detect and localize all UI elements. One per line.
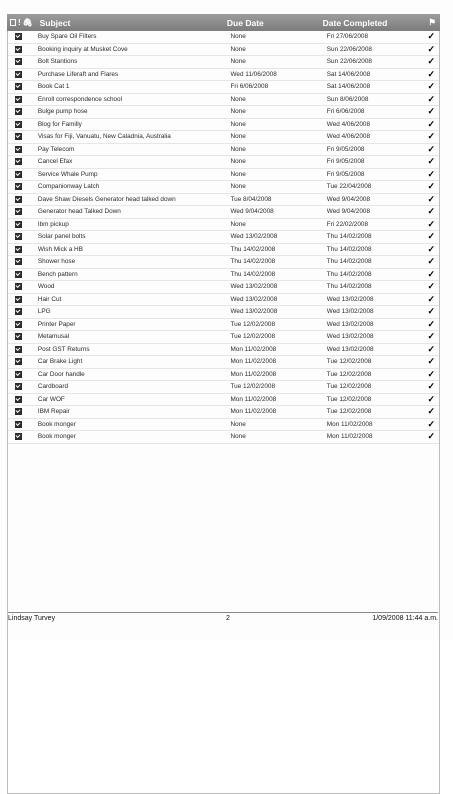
task-icon	[15, 221, 22, 228]
task-icon	[15, 58, 22, 65]
task-subject: Booking inquiry at Musket Cove	[37, 45, 128, 53]
table-row	[8, 319, 439, 332]
table-row	[8, 356, 439, 369]
task-date-completed: Sat 14/06/2008	[326, 83, 371, 91]
completed-check-icon: ✓	[427, 143, 436, 154]
completed-check-icon: ✓	[427, 31, 436, 42]
task-date-completed: Fri 27/06/2008	[326, 33, 369, 41]
task-icon	[15, 133, 22, 140]
table-row	[8, 131, 439, 144]
task-date-completed: Wed 13/02/2008	[326, 333, 374, 341]
completed-check-icon: ✓	[427, 431, 436, 442]
column-header-date-completed: Date Completed	[322, 17, 388, 28]
task-date-completed: Thu 14/02/2008	[326, 283, 372, 291]
task-due-date: Fri 6/06/2008	[230, 83, 269, 91]
table-row	[8, 231, 439, 244]
task-due-date: None	[230, 45, 246, 53]
task-icon	[15, 96, 22, 103]
task-subject: Generator head Talked Down	[37, 208, 121, 216]
completed-check-icon: ✓	[427, 243, 436, 254]
task-due-date: None	[230, 95, 246, 103]
completed-check-icon: ✓	[427, 256, 436, 267]
task-due-date: None	[230, 220, 246, 228]
table-row	[8, 206, 439, 219]
task-type-icon-cell	[8, 221, 30, 228]
task-date-completed: Wed 9/04/2008	[326, 208, 371, 216]
task-subject: Cardboard	[37, 383, 69, 391]
task-icon	[15, 108, 22, 115]
table-row	[8, 281, 439, 294]
task-type-icon-cell	[8, 396, 30, 403]
task-date-completed: Thu 14/02/2008	[326, 270, 372, 278]
task-icon	[15, 246, 22, 253]
task-due-date: Tue 12/02/2008	[230, 320, 276, 328]
task-icon	[15, 408, 22, 415]
task-icon	[15, 358, 22, 365]
task-due-date: Mon 11/02/2008	[230, 395, 277, 403]
table-row	[8, 219, 439, 232]
completed-check-icon: ✓	[427, 68, 436, 79]
task-icon	[15, 71, 22, 78]
task-due-date: None	[230, 108, 246, 116]
table-row	[8, 156, 439, 169]
task-icon	[15, 383, 22, 390]
completed-check-icon: ✓	[427, 306, 436, 317]
task-subject: Pay Telecom	[37, 145, 75, 153]
task-due-date: Tue 12/02/2008	[230, 383, 276, 391]
table-row	[8, 381, 439, 394]
task-subject: Dave Shaw Diesels Generator head talked down	[37, 195, 176, 203]
table-row	[8, 419, 439, 432]
item-type-icon	[10, 19, 16, 26]
table-row	[8, 331, 439, 344]
table-row	[8, 344, 439, 357]
task-date-completed: Fri 6/06/2008	[326, 108, 365, 116]
table-row	[8, 431, 439, 444]
task-icon	[15, 83, 22, 90]
task-type-icon-cell	[8, 258, 30, 265]
task-date-completed: Tue 22/04/2008	[326, 183, 372, 191]
task-icon	[15, 433, 22, 440]
task-date-completed: Sun 22/06/2008	[326, 45, 372, 53]
task-type-icon-cell	[8, 83, 30, 90]
task-date-completed: Sat 14/06/2008	[326, 70, 371, 78]
task-date-completed: Fri 9/05/2008	[326, 170, 365, 178]
task-type-icon-cell	[8, 421, 30, 428]
task-icon	[15, 46, 22, 53]
table-row	[8, 44, 439, 57]
task-icon	[15, 283, 22, 290]
completed-check-icon: ✓	[427, 368, 436, 379]
task-rows	[7, 31, 440, 444]
table-row	[8, 144, 439, 157]
completed-check-icon: ✓	[427, 218, 436, 229]
task-due-date: Mon 11/02/2008	[230, 370, 277, 378]
task-date-completed: Sun 8/06/2008	[326, 95, 369, 103]
task-type-icon-cell	[8, 346, 30, 353]
task-date-completed: Wed 4/06/2008	[326, 120, 371, 128]
completed-check-icon: ✓	[427, 231, 436, 242]
table-row	[8, 256, 439, 269]
completed-check-icon: ✓	[427, 56, 436, 67]
completed-check-icon: ✓	[427, 331, 436, 342]
task-subject: Enroll correspondence school	[37, 95, 123, 103]
task-due-date: Thu 14/02/2008	[230, 258, 276, 266]
task-date-completed: Thu 14/02/2008	[326, 233, 372, 241]
task-subject: Hair Cut	[37, 295, 62, 303]
task-type-icon-cell	[8, 158, 30, 165]
task-date-completed: Tue 12/02/2008	[326, 383, 372, 391]
task-icon	[15, 183, 22, 190]
task-icon	[15, 208, 22, 215]
completed-check-icon: ✓	[427, 281, 436, 292]
completed-check-icon: ✓	[427, 268, 436, 279]
task-type-icon-cell	[8, 433, 30, 440]
task-icon	[15, 308, 22, 315]
task-icon	[15, 371, 22, 378]
task-date-completed: Thu 14/02/2008	[326, 245, 372, 253]
completed-check-icon: ✓	[427, 106, 436, 117]
task-due-date: Mon 11/02/2008	[230, 408, 277, 416]
task-type-icon-cell	[8, 308, 30, 315]
task-type-icon-cell	[8, 321, 30, 328]
task-icon	[15, 158, 22, 165]
completed-check-icon: ✓	[427, 406, 436, 417]
task-icon	[15, 271, 22, 278]
task-subject: Visas for Fiji, Vanuatu, New Caladnia, Australia	[37, 133, 171, 141]
task-date-completed: Tue 12/02/2008	[326, 358, 372, 366]
table-row	[8, 269, 439, 282]
task-subject: Car WOF	[37, 395, 65, 403]
table-row	[8, 294, 439, 307]
task-due-date: Mon 11/02/2008	[230, 358, 277, 366]
task-type-icon-cell	[8, 133, 30, 140]
task-subject: Solar panel bolts	[37, 233, 86, 241]
completed-check-icon: ✓	[427, 418, 436, 429]
column-header-due-date: Due Date	[226, 17, 264, 28]
header-icon-group	[7, 19, 40, 27]
task-subject: Bench pattern	[37, 270, 78, 278]
task-icon	[15, 346, 22, 353]
task-date-completed: Fri 9/05/2008	[326, 158, 365, 166]
task-icon	[15, 258, 22, 265]
completed-check-icon: ✓	[427, 118, 436, 129]
task-date-completed: Mon 11/02/2008	[326, 420, 373, 428]
task-due-date: Wed 13/02/2008	[230, 308, 278, 316]
completed-check-icon: ✓	[427, 93, 436, 104]
task-subject: Wish Mick a HB	[37, 245, 83, 253]
task-icon	[15, 321, 22, 328]
completed-check-icon: ✓	[427, 381, 436, 392]
task-subject: Book Cat 1	[37, 83, 70, 91]
task-date-completed: Thu 14/02/2008	[326, 258, 372, 266]
task-type-icon-cell	[8, 208, 30, 215]
task-type-icon-cell	[8, 246, 30, 253]
task-subject: Cancel Efax	[37, 158, 73, 166]
task-due-date: Wed 9/04/2008	[230, 208, 274, 216]
task-icon	[15, 196, 22, 203]
completed-check-icon: ✓	[427, 156, 436, 167]
completed-check-icon: ✓	[427, 318, 436, 329]
task-type-icon-cell	[8, 333, 30, 340]
task-subject: Book monger	[37, 420, 76, 428]
completed-check-icon: ✓	[427, 181, 436, 192]
task-due-date: Tue 12/02/2008	[230, 333, 276, 341]
task-type-icon-cell	[8, 383, 30, 390]
task-due-date: Thu 14/02/2008	[230, 245, 276, 253]
task-date-completed: Fri 22/02/2008	[326, 220, 369, 228]
page-footer	[8, 612, 438, 622]
task-due-date: None	[230, 133, 246, 141]
task-icon	[15, 396, 22, 403]
task-subject: Printer Paper	[37, 320, 76, 328]
task-date-completed: Wed 13/02/2008	[326, 345, 374, 353]
task-icon	[15, 33, 22, 40]
task-subject: Bolt Stantions	[37, 58, 78, 66]
task-due-date: None	[230, 183, 246, 191]
task-icon	[15, 421, 22, 428]
completed-check-icon: ✓	[427, 293, 436, 304]
task-due-date: None	[230, 33, 246, 41]
table-row	[8, 106, 439, 119]
task-type-icon-cell	[8, 58, 30, 65]
table-row	[8, 81, 439, 94]
task-due-date: Wed 13/02/2008	[230, 233, 278, 241]
task-type-icon-cell	[8, 371, 30, 378]
table-row	[8, 306, 439, 319]
task-type-icon-cell	[8, 183, 30, 190]
task-subject: IBM Repair	[37, 408, 70, 416]
task-subject: Companionway Latch	[37, 183, 100, 191]
task-subject: Purchase Liferaft and Flares	[37, 70, 119, 78]
task-subject: Book monger	[37, 433, 76, 441]
task-due-date: None	[230, 158, 246, 166]
task-due-date: None	[230, 170, 246, 178]
task-due-date: Wed 11/06/2008	[230, 70, 277, 78]
task-subject: Car Brake Light	[37, 358, 83, 366]
completed-check-icon: ✓	[427, 356, 436, 367]
completed-check-icon: ✓	[427, 206, 436, 217]
footer-print-date: 1/09/2008 11:44 a.m.	[372, 615, 438, 622]
completed-check-icon: ✓	[427, 81, 436, 92]
task-icon	[15, 233, 22, 240]
table-header	[7, 14, 440, 31]
table-row	[8, 369, 439, 382]
table-row	[8, 31, 439, 44]
completed-check-icon: ✓	[427, 131, 436, 142]
task-date-completed: Tue 12/02/2008	[326, 408, 372, 416]
task-subject: Metamusal	[37, 333, 70, 341]
task-date-completed: Sun 22/06/2008	[326, 58, 372, 66]
task-type-icon-cell	[8, 171, 30, 178]
table-row	[8, 181, 439, 194]
table-row	[8, 406, 439, 419]
task-type-icon-cell	[8, 46, 30, 53]
task-icon	[15, 296, 22, 303]
importance-icon: !	[18, 17, 21, 27]
task-type-icon-cell	[8, 108, 30, 115]
task-type-icon-cell	[8, 358, 30, 365]
task-type-icon-cell	[8, 146, 30, 153]
task-type-icon-cell	[8, 96, 30, 103]
task-due-date: None	[230, 145, 246, 153]
table-row	[8, 119, 439, 132]
footer-page-number: 2	[226, 615, 230, 622]
task-due-date: Tue 8/04/2008	[230, 195, 272, 203]
task-icon	[15, 121, 22, 128]
completed-check-icon: ✓	[427, 393, 436, 404]
task-type-icon-cell	[8, 33, 30, 40]
task-date-completed: Wed 13/02/2008	[326, 308, 374, 316]
task-subject: Bulge pump hose	[37, 108, 88, 116]
task-subject: Blog for Familly	[37, 120, 82, 128]
task-due-date: None	[230, 120, 246, 128]
task-date-completed: Wed 13/02/2008	[326, 320, 374, 328]
task-type-icon-cell	[8, 283, 30, 290]
task-type-icon-cell	[8, 71, 30, 78]
task-type-icon-cell	[8, 233, 30, 240]
completed-check-icon: ✓	[427, 343, 436, 354]
task-subject: Post GST Returns	[37, 345, 90, 353]
task-due-date: Wed 13/02/2008	[230, 295, 278, 303]
column-header-subject: Subject	[39, 17, 71, 28]
task-due-date: None	[230, 58, 246, 66]
table-row	[8, 94, 439, 107]
task-due-date: None	[230, 420, 246, 428]
task-icon	[15, 333, 22, 340]
task-due-date: Mon 11/02/2008	[230, 345, 277, 353]
task-due-date: None	[230, 433, 246, 441]
task-date-completed: Wed 9/04/2008	[326, 195, 371, 203]
flag-status-icon: ⚑	[428, 17, 437, 27]
task-subject: Wood	[37, 283, 55, 291]
attachment-icon: 🖇︎	[22, 17, 33, 27]
table-row	[8, 69, 439, 82]
task-date-completed: Tue 12/02/2008	[326, 395, 372, 403]
table-row	[8, 56, 439, 69]
task-date-completed: Mon 11/02/2008	[326, 433, 373, 441]
task-table	[7, 14, 440, 794]
task-type-icon-cell	[8, 196, 30, 203]
task-date-completed: Wed 4/06/2008	[326, 133, 371, 141]
table-row	[8, 244, 439, 257]
task-type-icon-cell	[8, 408, 30, 415]
task-type-icon-cell	[8, 271, 30, 278]
task-date-completed: Fri 9/05/2008	[326, 145, 365, 153]
task-subject: Shower hose	[37, 258, 76, 266]
task-icon	[15, 146, 22, 153]
task-type-icon-cell	[8, 121, 30, 128]
task-subject: LPG	[37, 308, 51, 316]
table-row	[8, 394, 439, 407]
table-row	[8, 169, 439, 182]
footer-author: Lindsay Turvey	[8, 615, 56, 622]
task-subject: Service Whale Pump	[37, 170, 98, 178]
task-icon	[15, 171, 22, 178]
task-due-date: Wed 13/02/2008	[230, 283, 278, 291]
task-subject: Ibm pickup	[37, 220, 69, 228]
table-row	[8, 194, 439, 207]
task-date-completed: Tue 12/02/2008	[326, 370, 372, 378]
task-subject: Car Door handle	[37, 370, 85, 378]
completed-check-icon: ✓	[427, 43, 436, 54]
task-subject: Buy Spare Oil Filters	[37, 33, 97, 41]
completed-check-icon: ✓	[427, 168, 436, 179]
task-due-date: Thu 14/02/2008	[230, 270, 276, 278]
task-type-icon-cell	[8, 296, 30, 303]
task-date-completed: Wed 13/02/2008	[326, 295, 374, 303]
completed-check-icon: ✓	[427, 193, 436, 204]
